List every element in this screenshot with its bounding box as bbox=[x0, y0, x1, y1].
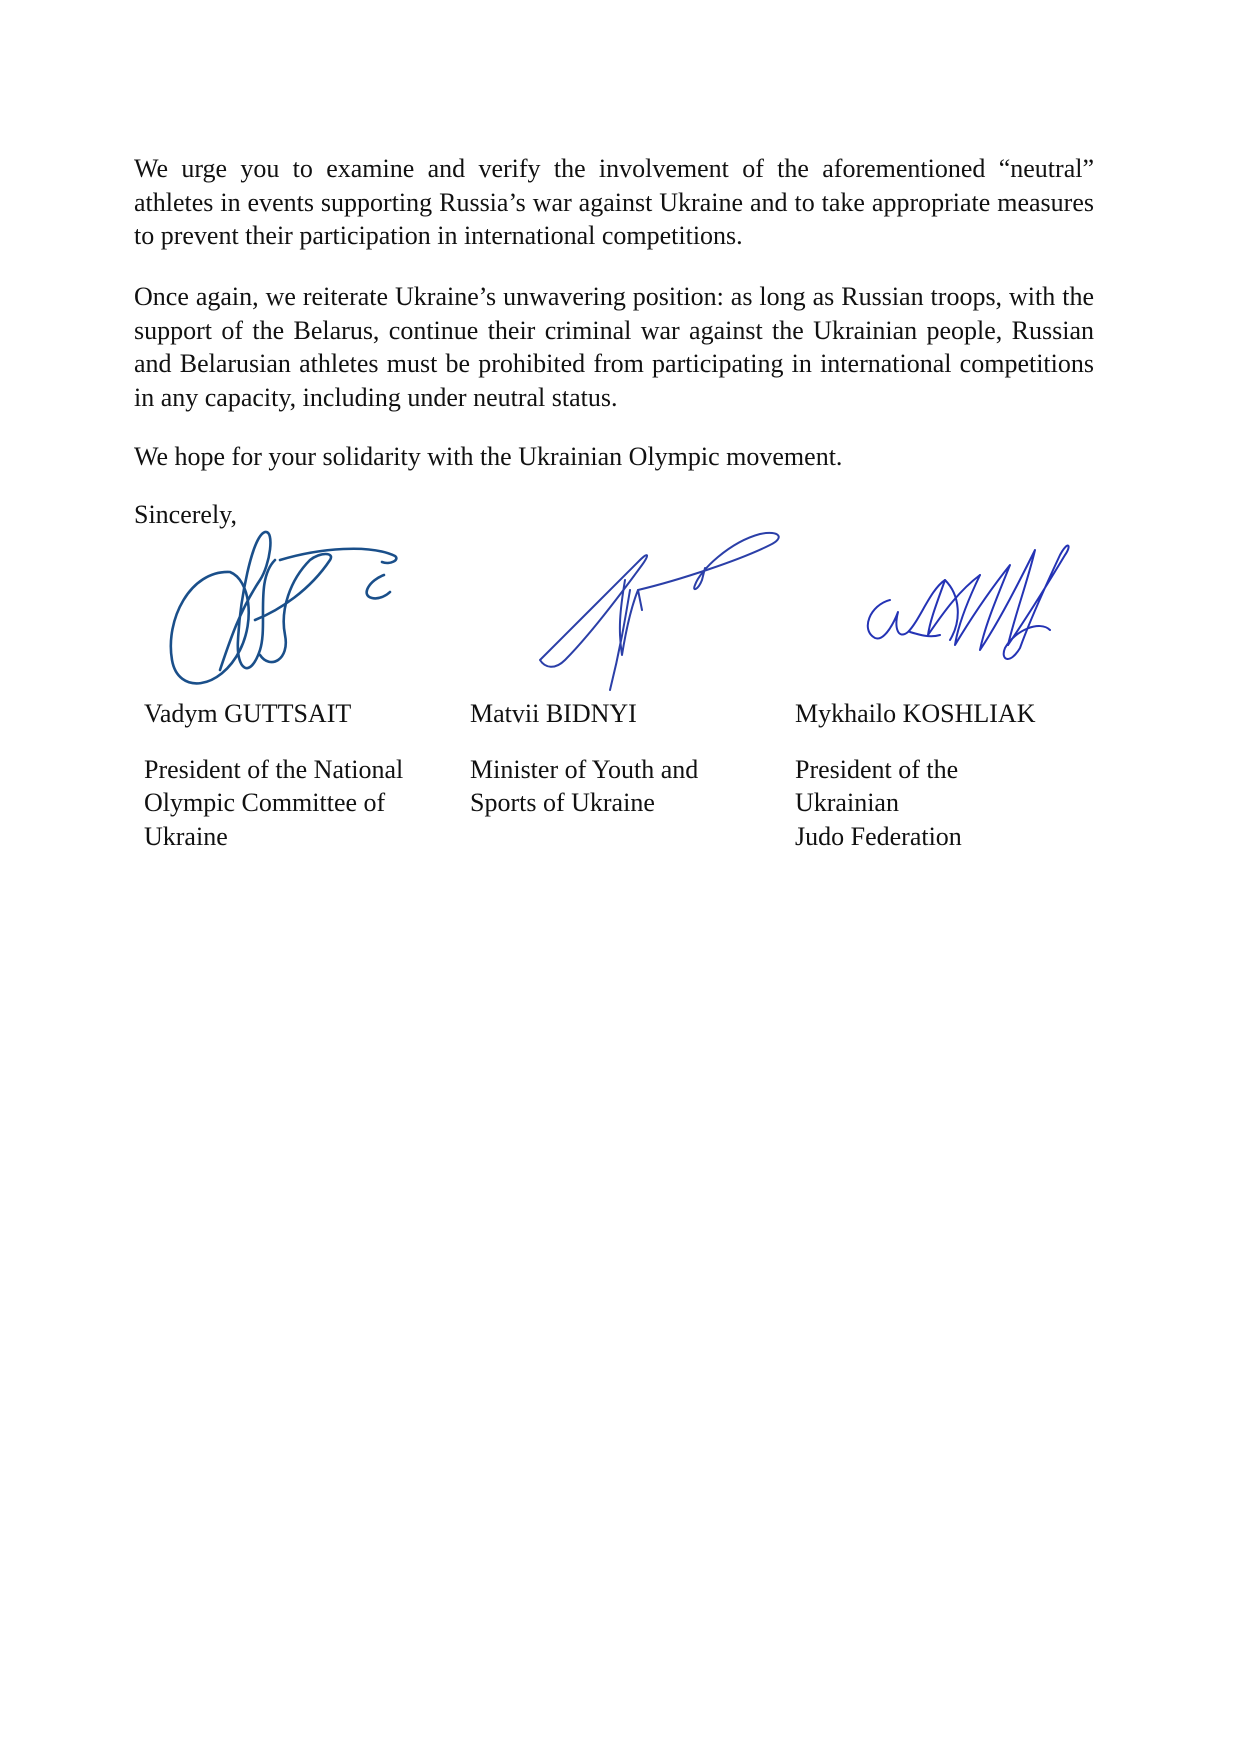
signatory-title-line: President of the National bbox=[144, 754, 404, 784]
signatory-name: Vadym GUTTSAIT bbox=[144, 699, 352, 728]
signatory-name: Mykhailo KOSHLIAK bbox=[795, 699, 1036, 728]
signatory-title-line: Ukrainian bbox=[795, 788, 899, 817]
signatory-name: Matvii BIDNYI bbox=[470, 699, 637, 728]
paragraph-solidarity: We hope for your solidarity with the Ukrainian Olympic movement. bbox=[134, 442, 843, 471]
signatory-guttsait bbox=[144, 697, 464, 853]
signature-bidnyi bbox=[530, 520, 800, 700]
signatory-bidnyi bbox=[470, 697, 790, 820]
signatory-title-line: Minister of Youth and bbox=[470, 754, 699, 784]
paragraph-urge: We urge you to examine and verify the involvement of the aforementioned “neutral” athletes in events supporting Russia’s war against Ukraine and to take appropriate measures to prevent their participation in international competitions. bbox=[134, 154, 1094, 250]
signatory-title-line: Olympic Committee of bbox=[144, 788, 386, 817]
closing-salutation: Sincerely, bbox=[134, 500, 237, 529]
paragraph-position: Once again, we reiterate Ukraine’s unwavering position: as long as Russian troops, with the support of the Belarus, continue their criminal war against the Ukrainian people, Russian and Belarusian athletes must be prohibited from participating in international competitions in any capacity, including under neutral status. bbox=[134, 282, 1094, 412]
signatory-title-line: President of the bbox=[795, 754, 959, 784]
signatory-title-line: Sports of Ukraine bbox=[470, 788, 655, 817]
signatory-title-line: Judo Federation bbox=[795, 821, 962, 851]
signature-guttsait bbox=[160, 520, 440, 700]
signatory-title-line: Ukraine bbox=[144, 821, 228, 851]
signatory-koshliak bbox=[795, 697, 1115, 853]
signature-koshliak bbox=[850, 520, 1100, 700]
